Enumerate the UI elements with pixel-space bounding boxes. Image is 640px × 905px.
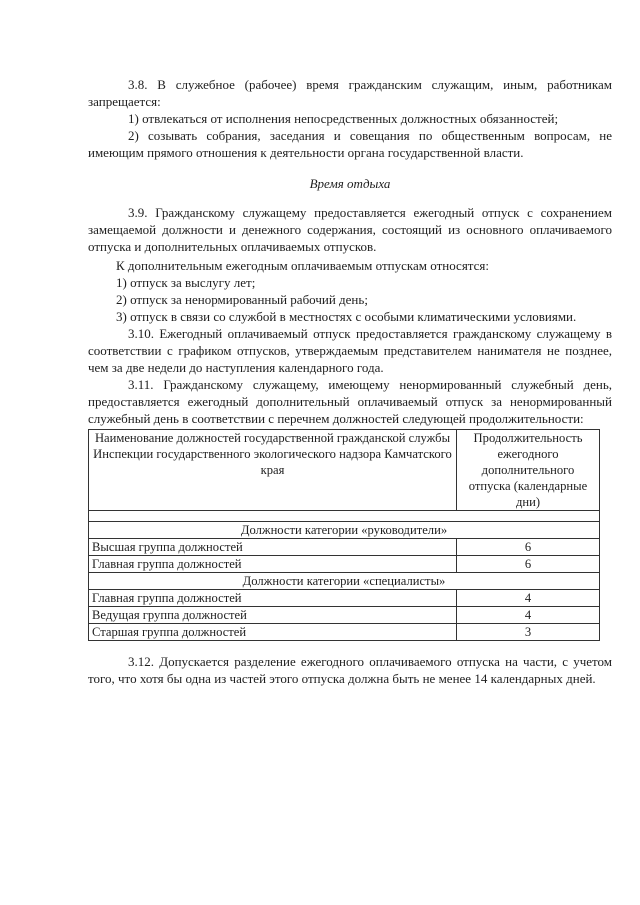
table-cell-position: Главная группа должностей (89, 590, 457, 607)
table-header-row (89, 430, 600, 511)
document-body (88, 76, 612, 687)
paragraph-3-12: 3.12. Допускается разделение ежегодного оплачиваемого отпуска на части, с учетом того, что хотя бы одна из частей этого отпуска должна быть не менее 14 календарных дней. (88, 654, 612, 686)
table-cell-position: Ведущая группа должностей (89, 607, 457, 624)
paragraph-3-9: 3.9. Гражданскому служащему предоставляется ежегодный отпуск с сохранением замещаемой должности и денежного содержания, состоящий из основного оплачиваемого отпуска и дополнительных оплачиваемых отпусков. (88, 205, 612, 254)
table-cell-position: Старшая группа должностей (89, 624, 457, 641)
table-cell-days: 6 (457, 556, 600, 573)
table-cell-days: 4 (457, 590, 600, 607)
paragraph-3-9-item-3: 3) отпуск в связи со службой в местностях с особыми климатическими условиями. (116, 309, 577, 324)
table-row (89, 556, 600, 573)
table-category-row (89, 522, 600, 539)
paragraph-3-9-intro: К дополнительным ежегодным оплачиваемым отпускам относятся: (116, 258, 490, 273)
table-category-managers: Должности категории «руководители» (89, 522, 600, 539)
table-cell-position: Главная группа должностей (89, 556, 457, 573)
table-category-row (89, 573, 600, 590)
paragraph-3-8: 3.8. В служебное (рабочее) время гражданским служащим, иным, работникам запрещается: (88, 77, 612, 109)
section-heading: Время отдыха (309, 176, 391, 191)
paragraph-3-8-item-1: 1) отвлекаться от исполнения непосредственных должностных обязанностей; (128, 111, 559, 126)
table-row (89, 607, 600, 624)
table-category-specialists: Должности категории «специалисты» (89, 573, 600, 590)
paragraph-3-8-item-2: 2) созывать собрания, заседания и совещания по общественным вопросам, не имеющим прямого отношения к деятельности органа государственной власти. (88, 128, 612, 160)
table-row (89, 590, 600, 607)
table-cell-position: Высшая группа должностей (89, 539, 457, 556)
vacation-table (88, 429, 600, 641)
paragraph-3-11: 3.11. Гражданскому служащему, имеющему ненормированный служебный день, предоставляется ежегодный дополнительный оплачиваемый отпуск за ненормированный служебный день в соответствии с перечнем должностей следующей продолжительности: (88, 377, 612, 426)
table-empty-row (89, 511, 600, 522)
table-row (89, 624, 600, 641)
table-row (89, 539, 600, 556)
table-cell-days: 6 (457, 539, 600, 556)
paragraph-3-9-item-1: 1) отпуск за выслугу лет; (116, 275, 256, 290)
table-cell-days: 3 (457, 624, 600, 641)
table-header-duration: Продолжительность ежегодного дополнительного отпуска (календарные дни) (457, 430, 600, 511)
paragraph-3-10: 3.10. Ежегодный оплачиваемый отпуск предоставляется гражданскому служащему в соответствии с графиком отпусков, утверждаемым представителем нанимателя не позднее, чем за две недели до наступления календарного года. (88, 326, 612, 375)
table-cell-days: 4 (457, 607, 600, 624)
paragraph-3-9-item-2: 2) отпуск за ненормированный рабочий день; (116, 292, 368, 307)
table-header-name: Наименование должностей государственной гражданской службы Инспекции государственного экологического надзора Камчатского края (89, 430, 457, 511)
table-empty-cell (89, 511, 600, 522)
